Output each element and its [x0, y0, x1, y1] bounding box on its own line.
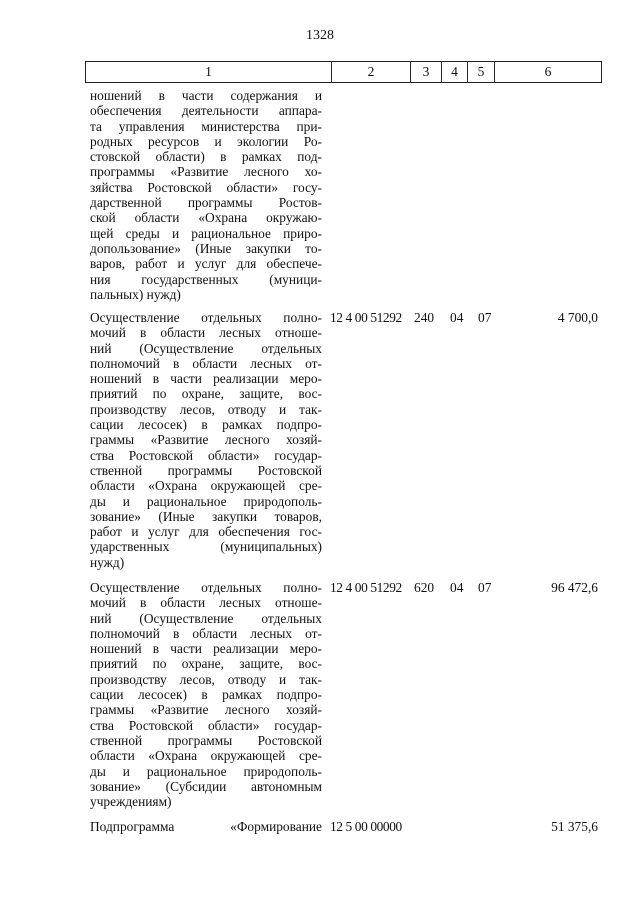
header-col-3: 3 [411, 62, 442, 82]
description-line: ды и рациональное природополь- [90, 493, 322, 509]
header-col-2: 2 [332, 62, 411, 82]
description-line: ношений в части содержания и [90, 88, 322, 103]
description-line: мочий в области лесных отноше- [90, 325, 322, 341]
description-line: работ и услуг для обеспечения гос- [90, 524, 322, 540]
header-col-5: 5 [468, 62, 495, 82]
description-line: полномочий в области лесных от- [90, 625, 322, 641]
description-line: ний (Осуществление отдельных [90, 610, 322, 626]
table-header [85, 61, 602, 83]
description-line: сации лесосек) в рамках подпро- [90, 417, 322, 433]
description-line: Подпрограмма «Формирование [90, 819, 322, 834]
description-line: та управления министерства при- [90, 118, 322, 134]
description-line: Осуществление отдельных полно- [90, 580, 322, 595]
row-description [90, 580, 322, 809]
subsection-code: 07 [478, 580, 492, 595]
description-line: нужд) [90, 554, 125, 570]
description-line: полномочий в области лесных от- [90, 355, 322, 371]
header-col-4: 4 [442, 62, 468, 82]
description-line: ды и рациональное природополь- [90, 763, 322, 779]
description-line: пальных) нужд) [90, 286, 181, 302]
description-line: ской области «Охрана окружаю- [90, 210, 322, 226]
description-line: приятий по охране, защите, вос- [90, 386, 322, 402]
description-line: программы «Развитие лесного хо- [90, 164, 322, 180]
description-line: производству лесов, отводу и так- [90, 671, 322, 687]
header-col-6: 6 [544, 64, 552, 79]
section-code: 04 [450, 580, 464, 595]
page-number: 1328 [306, 28, 334, 43]
description-line: ния государственных (муници- [90, 271, 322, 287]
description-line: мочий в области лесных отноше- [90, 595, 322, 611]
target-article-code: 12 4 00 51292 [330, 310, 402, 325]
subsection-code: 07 [478, 310, 492, 325]
description-line: приятий по охране, защите, вос- [90, 656, 322, 672]
description-line: ства Ростовской области» государ- [90, 447, 322, 463]
description-line: допользование» (Иные закупки то- [90, 240, 322, 256]
description-line: ношений в части реализации меро- [90, 371, 322, 387]
description-line: дарственной программы Ростов- [90, 195, 322, 211]
description-line: стовской области) в рамках под- [90, 149, 322, 165]
description-line: учреждениям) [90, 794, 172, 810]
row-description [90, 819, 322, 834]
row-description [90, 88, 322, 302]
description-line: ний (Осуществление отдельных [90, 340, 322, 356]
description-line: области «Охрана окружающей сре- [90, 748, 322, 764]
description-line: ударственных (муниципальных) [90, 539, 322, 555]
description-line: зование» (Субсидии автономным [90, 778, 322, 794]
description-line: ственной программы Ростовской [90, 732, 322, 748]
header-col-1: 1 [86, 62, 332, 82]
description-line: ства Ростовской области» государ- [90, 717, 322, 733]
description-line: зование» (Иные закупки товаров, [90, 508, 322, 524]
target-article-code: 12 4 00 51292 [330, 580, 402, 595]
description-line: граммы «Развитие лесного хозяй- [90, 702, 322, 718]
expense-type-code: 620 [414, 580, 435, 595]
description-line: ношений в части реализации меро- [90, 641, 322, 657]
description-line: родных ресурсов и экологии Ро- [90, 133, 322, 149]
amount-value: 4 700,0 [557, 310, 598, 325]
description-line: производству лесов, отводу и так- [90, 401, 322, 417]
description-line: ственной программы Ростовской [90, 462, 322, 478]
description-line: области «Охрана окружающей сре- [90, 478, 322, 494]
target-article-code: 12 5 00 00000 [330, 819, 402, 834]
expense-type-code: 240 [414, 310, 435, 325]
description-line: варов, работ и услуг для обеспече- [90, 256, 322, 272]
amount-value: 51 375,6 [551, 819, 598, 834]
description-line: Осуществление отдельных полно- [90, 310, 322, 325]
description-line: обеспечения деятельности аппара- [90, 103, 322, 119]
description-line: сации лесосек) в рамках подпро- [90, 687, 322, 703]
amount-value: 96 472,6 [551, 580, 598, 595]
section-code: 04 [450, 310, 464, 325]
description-line: зяйства Ростовской области» госу- [90, 179, 322, 195]
description-line: щей среды и рациональное приро- [90, 225, 322, 241]
description-line: граммы «Развитие лесного хозяй- [90, 432, 322, 448]
row-description [90, 310, 322, 570]
